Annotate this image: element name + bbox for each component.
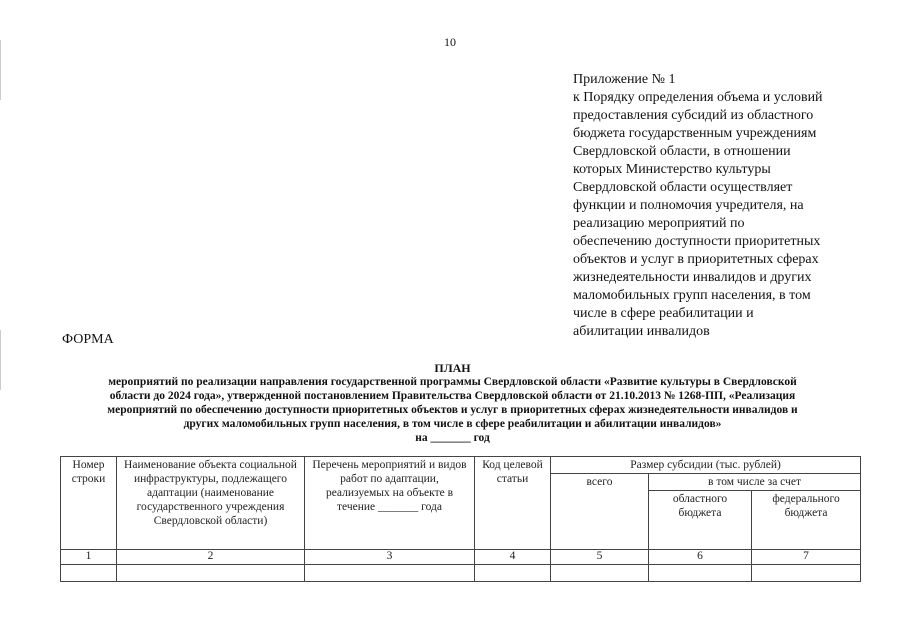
header-subsidy-size: Размер субсидии (тыс. рублей) (551, 457, 861, 474)
table-cell (305, 565, 475, 582)
appendix-line: к Порядку определения объема и условий (573, 90, 823, 105)
column-number: 6 (649, 550, 752, 565)
appendix-line: бюджета государственным учреждениям (573, 126, 817, 141)
appendix-line: маломобильных групп населения, в том (573, 288, 811, 303)
appendix-line: функции и полномочия учредителя, на (573, 198, 804, 213)
appendix-line: реализацию мероприятий по (573, 216, 745, 231)
appendix-line: предоставления субсидий из областного (573, 108, 814, 123)
table-cell (61, 565, 117, 582)
table-header-row (61, 457, 861, 474)
column-number-row (61, 550, 861, 565)
table-row (61, 565, 861, 582)
table-cell (551, 565, 649, 582)
header-regional-budget: областного бюджета (649, 491, 752, 550)
table-cell (117, 565, 305, 582)
plan-description-line: мероприятий по реализации направления государственной программы Свердловской области «Развитие культуры в Свердловской (108, 376, 797, 388)
plan-table (60, 456, 861, 582)
appendix-line: обеспечению доступности приоритетных (573, 234, 821, 249)
header-object-name: Наименование объекта социальной инфраструктуры, подлежащего адаптации (наименование государственного учреждения Свердловской области) (117, 457, 305, 550)
plan-header (55, 361, 850, 445)
appendix-line: абилитации инвалидов (573, 324, 710, 339)
column-number: 1 (61, 550, 117, 565)
header-total: всего (551, 474, 649, 550)
header-target-code: Код целевой статьи (475, 457, 551, 550)
column-number: 2 (117, 550, 305, 565)
appendix-line: жизнедеятельности инвалидов и других (573, 270, 812, 285)
header-measures: Перечень мероприятий и видов работ по адаптации, реализуемых на объекте в течение _______ года (305, 457, 475, 550)
column-number: 7 (752, 550, 861, 565)
plan-title: ПЛАН (434, 361, 471, 375)
plan-description-line: мероприятий по обеспечению доступности приоритетных объектов и услуг в приоритетных сферах жизнедеятельности инвалидов и (107, 404, 798, 416)
column-number: 5 (551, 550, 649, 565)
appendix-line: объектов и услуг в приоритетных сферах (573, 252, 819, 267)
appendix-line: которых Министерство культуры (573, 162, 771, 177)
appendix-block (573, 71, 873, 341)
plan-description (55, 375, 850, 431)
appendix-line: Свердловской области осуществляет (573, 180, 793, 195)
plan-description-line: области до 2024 года», утвержденной постановлением Правительства Свердловской области от 21.10.2013 № 1268-ПП, «Реализация (109, 390, 796, 402)
header-federal-budget: федерального бюджета (752, 491, 861, 550)
appendix-line: числе в сфере реабилитации и (573, 306, 754, 321)
plan-year-line: на _______ год (415, 432, 490, 444)
appendix-line: Свердловской области, в отношении (573, 144, 791, 159)
scan-edge-mark (0, 330, 1, 390)
table-cell (649, 565, 752, 582)
plan-description-line: других маломобильных групп населения, в том числе в сфере реабилитации и абилитации инвалидов» (183, 418, 722, 430)
table-cell (475, 565, 551, 582)
forma-label: ФОРМА (62, 332, 114, 347)
column-number: 4 (475, 550, 551, 565)
appendix-title: Приложение № 1 (573, 72, 676, 87)
header-including: в том числе за счет (649, 474, 861, 491)
header-row-number: Номер строки (61, 457, 117, 550)
table-cell (752, 565, 861, 582)
scan-edge-mark (0, 40, 1, 100)
column-number: 3 (305, 550, 475, 565)
page-number: 10 (444, 35, 456, 49)
